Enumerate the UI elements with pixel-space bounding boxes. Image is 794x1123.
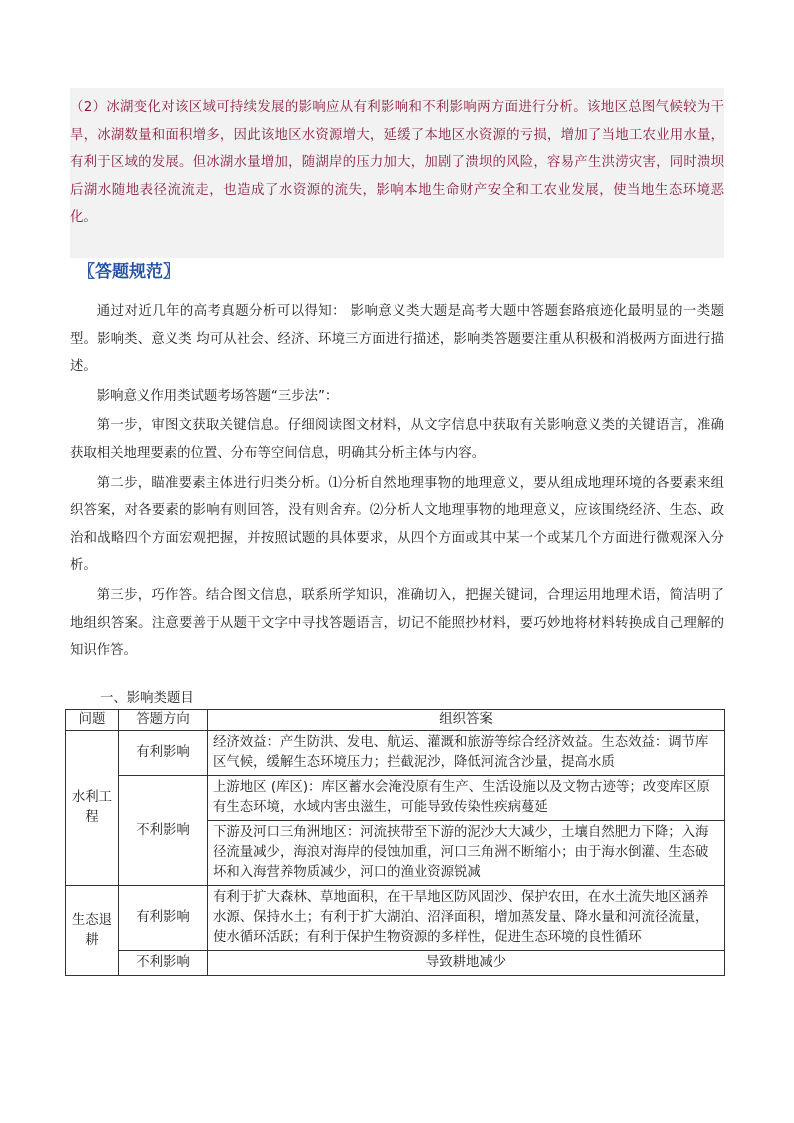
answer-cell: 下游及河口三角洲地区：河流挟带至下游的泥沙大大减少，土壤自然肥力下降；入海径流量减少，海浪对海岸的侵蚀加重，河口三角洲不断缩小；由于海水倒灌、生态破坏和入海营养物质减少，河口的渔业资源锐减 [208, 821, 725, 886]
section-title: 〖答题规范〗 [78, 262, 180, 282]
header-answer: 组织答案 [208, 710, 725, 731]
issue-water-project: 水利工程 [66, 731, 119, 886]
answer-explanation-text: （2）冰湖变化对该区域可持续发展的影响应从有利影响和不利影响两方面进行分析。该地区总图气候较为干旱，冰湖数量和面积增多，因此该地区水资源增大，延缓了本地区水资源的亏损，增加了当地工农业用水量，有利于区域的发展。但冰湖水量增加，随湖岸的压力加大，加剧了溃坝的风险，容易产生洪涝灾害，同时溃坝后湖水随地表径流流走，也造成了水资源的流失，影响本地生命财产安全和工农业发展，使当地生态环境恶化。 [70, 100, 724, 225]
answer-cell: 导致耕地减少 [208, 951, 725, 976]
answer-explanation-block [70, 88, 724, 258]
step-two-paragraph: 第二步，瞄准要素主体进行归类分析。⑴分析自然地理事物的地理意义，要从组成地理环境的各要素来组织答案，对各要素的影响有则回答，没有则舍弃。⑵分析人文地理事物的地理意义，应该围绕经济、生态、政治和战略四个方面宏观把握，并按照试题的具体要求，从四个方面或其中某一个或某几个方面进行微观深入分析。 [70, 475, 724, 574]
table-row [66, 886, 725, 951]
header-issue: 问题 [66, 710, 119, 731]
direction-unfavorable: 不利影响 [119, 776, 208, 886]
table-row [66, 776, 725, 821]
intro-paragraph: 通过对近几年的高考真题分析可以得知： 影响意义类大题是高考大题中答题套路痕迹化最明显的一类题型。影响类、意义类 均可从社会、经济、环境三方面进行描述，影响类答题要注重从积极和消极两方面进行描述。 [70, 304, 724, 375]
table-row [66, 951, 725, 976]
direction-unfavorable: 不利影响 [119, 951, 208, 976]
header-direction: 答题方向 [119, 710, 208, 731]
direction-favorable: 有利影响 [119, 731, 208, 776]
direction-favorable: 有利影响 [119, 886, 208, 951]
answer-cell: 上游地区 (库区)：库区蓄水会淹没原有生产、生活设施以及文物古迹等；改变库区原有生态环境，水域内害虫滋生，可能导致传染性疾病蔓延 [208, 776, 725, 821]
three-steps-heading: 影响意义作用类试题考场答题“三步法”： [96, 388, 339, 404]
table-header-row [66, 710, 725, 731]
impact-table [65, 709, 725, 976]
step-three-paragraph: 第三步，巧作答。结合图文信息，联系所学知识，准确切入，把握关键词，合理运用地理术语，简洁明了地组织答案。注意要善于从题干文字中寻找答题语言，切记不能照抄材料，要巧妙地将材料转换成自己理解的知识作答。 [70, 587, 724, 659]
step-one-paragraph: 第一步，审图文获取关键信息。仔细阅读图文材料，从文字信息中获取有关影响意义类的关键语言，准确获取相关地理要素的位置、分布等空间信息，明确其分析主体与内容。 [70, 418, 724, 461]
table-row [66, 731, 725, 776]
answer-cell: 经济效益：产生防洪、发电、航运、灌溉和旅游等综合经济效益。生态效益：调节库区气候，缓解生态环境压力；拦截泥沙，降低河流含沙量，提高水质 [208, 731, 725, 776]
body-text [70, 298, 724, 667]
table-title: 一、影响类题目 [100, 691, 194, 706]
answer-cell: 有利于扩大森林、草地面积，在干旱地区防风固沙、保护农田，在水土流失地区涵养水源、保持水土；有利于扩大湖泊、沼泽面积，增加蒸发量、降水量和河流径流量，使水循环活跃；有利于保护生物资源的多样性，促进生态环境的良性循环 [208, 886, 725, 951]
issue-ecological-retirement: 生态退耕 [66, 886, 119, 976]
